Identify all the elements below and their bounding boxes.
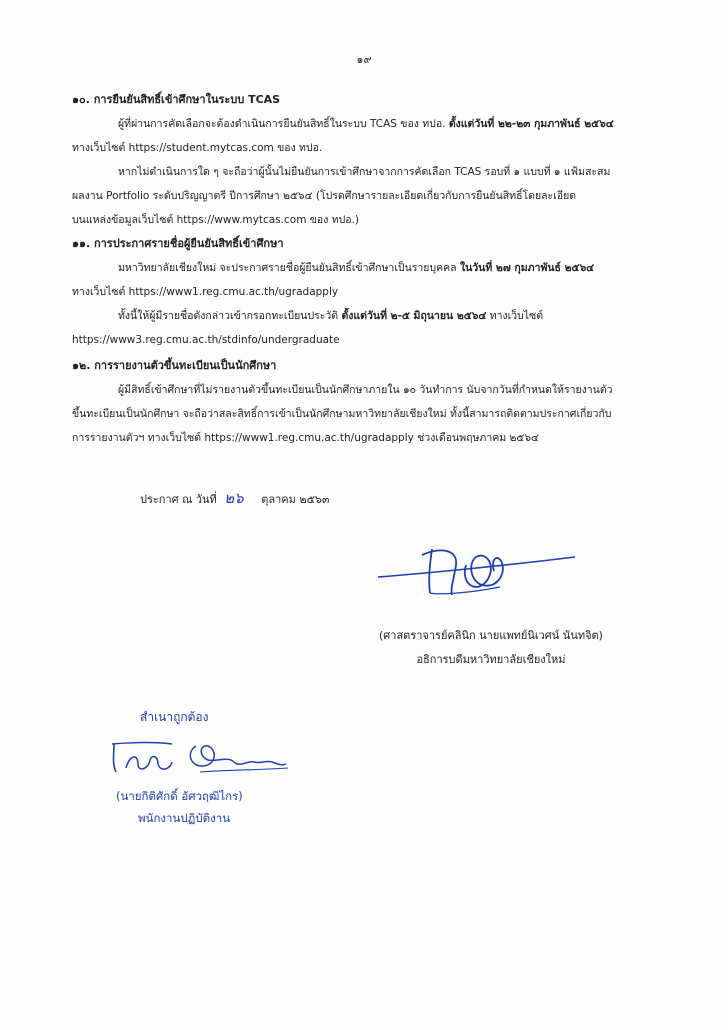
section-12-line3: การรายงานตัวฯ ทางเว็บไซต์ https://www1.reg.cmu.ac.th/ugradapply ช่วงเดือนพฤษภาคม ๒๕๖๔ [72,432,539,444]
signatory-block [346,626,636,668]
section-10-para2-line3: บนแหล่งข้อมูลเว็บไซต์ https://www.mytcas.com ของ ทปอ.) [72,214,360,226]
section-10-date: ตั้งแต่วันที่ ๒๒-๒๓ กุมภาพันธ์ ๒๕๖๔ [448,118,614,130]
section-12 [72,354,672,450]
section-11-para2-text: ทั้งนี้ให้ผู้มีรายชื่อดังกล่าวเข้ากรอกทะเบียนประวัติ [118,310,342,322]
announcement-prefix: ประกาศ ณ วันที่ [140,493,217,506]
section-10-para1-line2: ทางเว็บไซต์ https://student.mytcas.com ของ ทปอ. [72,142,323,154]
section-10-heading: ๑๐. การยืนยันสิทธิ์เข้าศึกษาในระบบ TCAS [72,93,281,106]
certifier-name: (นายกิติศักดิ์ อัศวฤฒิไกร) [116,789,243,803]
section-10-para1-text: ผู้ที่ผ่านการคัดเลือกจะต้องดำเนินการยืนยันสิทธิ์ในระบบ TCAS ของ ทปอ. [118,118,449,130]
section-11-reg-date: ตั้งแต่วันที่ ๒-๕ มิถุนายน ๒๕๖๔ [341,310,487,322]
section-11-para1-line1 [72,256,672,280]
section-12-line1: ผู้มีสิทธิ์เข้าศึกษาที่ไม่รายงานตัวขึ้นทะเบียนเป็นนักศึกษาภายใน ๑๐ วันทำการ นับจากวันที่กำหนดให้รายงานตัว [118,384,613,396]
section-12-line2: ขึ้นทะเบียนเป็นนักศึกษา จะถือว่าสละสิทธิ์การเข้าเป็นนักศึกษามหาวิทยาลัยเชียงใหม่ ทั้งนี้สามารถติดตามประกาศเกี่ยวกับ [72,408,612,420]
section-11-heading: ๑๑. การประกาศรายชื่อผู้ยืนยันสิทธิ์เข้าศึกษา [72,237,284,250]
section-10 [72,88,672,232]
section-11-para1-line2: ทางเว็บไซต์ https://www1.reg.cmu.ac.th/ugradapply [72,286,339,298]
handwritten-day: ๒๖ [224,489,244,507]
section-11-para2-line2: https://www3.reg.cmu.ac.th/stdinfo/undergraduate [72,334,340,346]
signatory-title: อธิการบดีมหาวิทยาลัยเชียงใหม่ [416,653,566,666]
section-11-para2-line1 [72,304,672,328]
section-11-para2-post: ทางเว็บไซต์ [486,310,544,322]
certifier-position: พนักงานปฏิบัติงาน [138,811,231,825]
signatory-name: (ศาสตราจารย์คลินิก นายแพทย์นิเวศน์ นันทจิต) [379,629,603,642]
section-11-date: ในวันที่ ๒๗ กุมภาพันธ์ ๒๕๖๔ [459,262,595,274]
announcement-month-year: ตุลาคม ๒๕๖๓ [261,493,330,506]
section-11-para1-text: มหาวิทยาลัยเชียงใหม่ จะประกาศรายชื่อผู้ยืนยันสิทธิ์เข้าศึกษาเป็นรายบุคคล [118,262,460,274]
certified-copy-label: สำเนาถูกต้อง [140,710,209,724]
certifier-signature-icon [108,732,298,780]
announcement-date [140,486,329,510]
section-10-para1-line1 [72,112,672,136]
section-10-para2-line1: หากไม่ดำเนินการใด ๆ จะถือว่าผู้นั้นไม่ยืนยันการเข้าศึกษาจากการคัดเลือก TCAS รอบที่ ๑ แบบที่ ๑ แฟ้มสะสม [118,166,611,178]
section-11 [72,232,672,352]
page-number: ๑๙ [356,53,372,66]
section-12-heading: ๑๒. การรายงานตัวขึ้นทะเบียนเป็นนักศึกษา [72,359,277,372]
section-10-para2-line2: ผลงาน Portfolio ระดับปริญญาตรี ปีการศึกษา ๒๕๖๔ (โปรดศึกษารายละเอียดเกี่ยวกับการยืนยันสิทธิ์โดยละเอียด [72,190,577,202]
president-signature-icon [370,535,580,610]
